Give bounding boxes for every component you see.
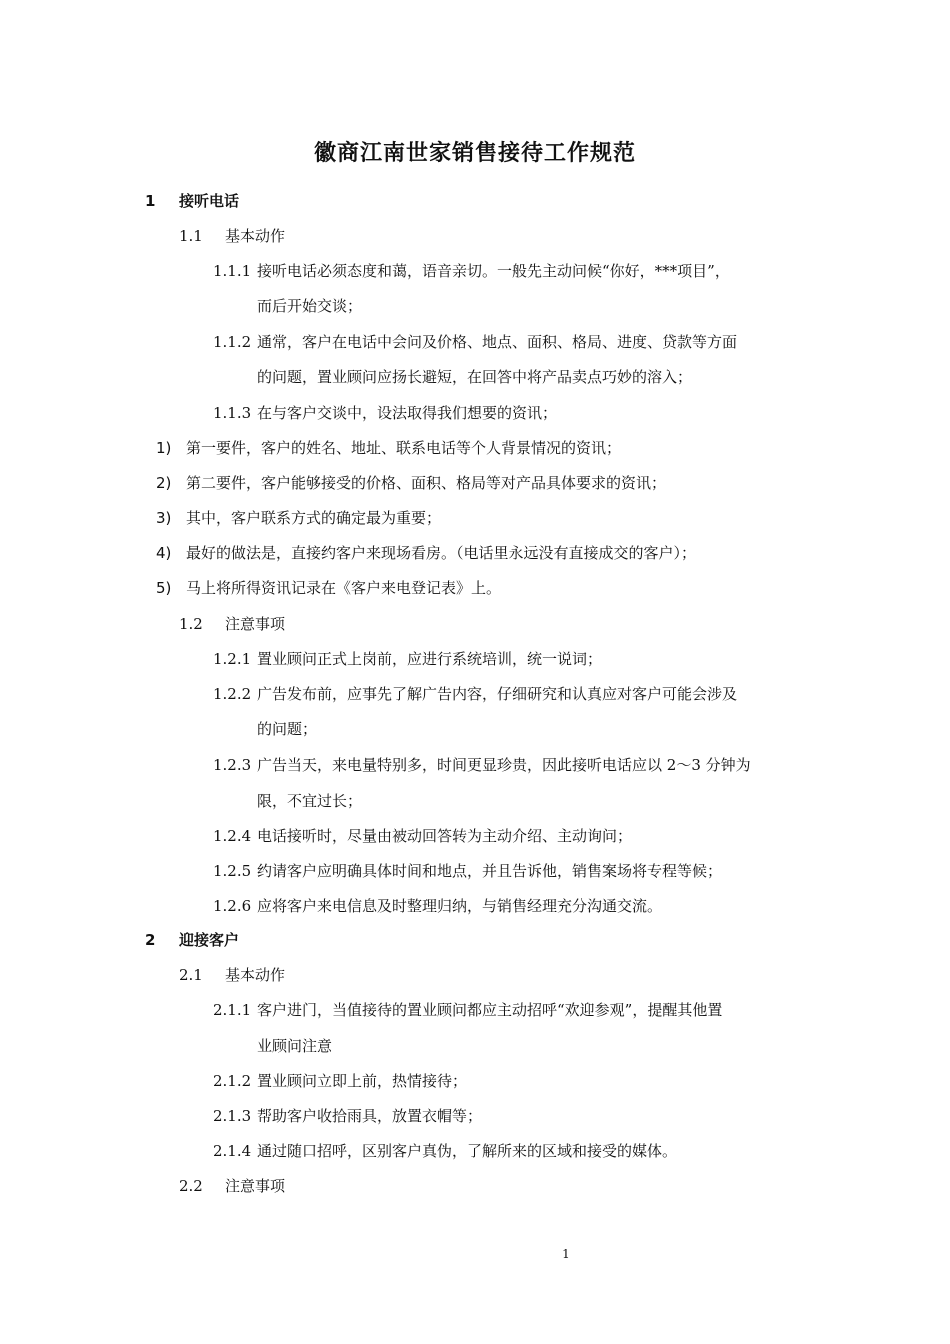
clause-number: 1.1.3 — [213, 404, 252, 422]
clause-text-continued: 限，不宜过长； — [257, 792, 363, 810]
list-item — [156, 438, 621, 458]
clause-number: 1.1.2 — [213, 333, 252, 351]
clause-item — [213, 684, 737, 704]
clause-item — [213, 1000, 722, 1020]
clause-text: 电话接听时，尽量由被动回答转为主动介绍、主动询问； — [257, 827, 633, 845]
clause-item — [213, 755, 751, 775]
clause-number: 2.1.1 — [213, 1001, 252, 1019]
section-number: 2 — [145, 931, 156, 949]
clause-text: 在与客户交谈中，设法取得我们想要的资讯； — [257, 404, 558, 422]
list-item — [156, 473, 666, 493]
list-item — [156, 508, 441, 528]
list-item — [156, 578, 501, 598]
section-title: 迎接客户 — [179, 931, 240, 949]
clause-number: 1.2.1 — [213, 650, 252, 668]
clause-number: 1.2.6 — [213, 897, 252, 915]
clause-item — [213, 1141, 677, 1161]
list-number: 4) — [156, 544, 172, 562]
clause-item — [213, 261, 730, 281]
subsection-number: 2.1 — [179, 966, 203, 984]
subsection-number: 2.2 — [179, 1177, 203, 1195]
subsection-number: 1.2 — [179, 615, 203, 633]
section-heading — [145, 191, 239, 211]
clause-text: 约请客户应明确具体时间和地点，并且告诉他，销售案场将专程等候； — [257, 862, 723, 880]
subsection-number: 1.1 — [179, 227, 203, 245]
subsection-title: 基本动作 — [225, 227, 286, 245]
page-number: 1 — [562, 1247, 570, 1261]
list-text: 其中，客户联系方式的确定最为重要； — [186, 509, 442, 527]
list-number: 5) — [156, 579, 172, 597]
clause-item — [213, 403, 557, 423]
clause-item — [213, 896, 662, 916]
clause-number: 1.2.3 — [213, 756, 252, 774]
clause-text-continued: 而后开始交谈； — [257, 297, 363, 315]
subsection-heading — [179, 1176, 285, 1196]
list-text: 第一要件，客户的姓名、地址、联系电话等个人背景情况的资讯； — [186, 439, 622, 457]
clause-number: 2.1.3 — [213, 1107, 252, 1125]
subsection-title: 注意事项 — [225, 1177, 286, 1195]
clause-item — [213, 861, 722, 881]
list-number: 2) — [156, 474, 172, 492]
clause-text: 接听电话必须态度和蔼，语音亲切。一般先主动问候“你好，***项目”， — [257, 262, 730, 280]
subsection-heading — [179, 226, 285, 246]
clause-text: 应将客户来电信息及时整理归纳，与销售经理充分沟通交流。 — [257, 897, 663, 915]
clause-number: 1.2.5 — [213, 862, 252, 880]
clause-item — [213, 826, 632, 846]
clause-text: 广告发布前，应事先了解广告内容，仔细研究和认真应对客户可能会涉及 — [257, 685, 738, 703]
clause-text: 置业顾问正式上岗前，应进行系统培训，统一说词； — [257, 650, 603, 668]
clause-item — [213, 649, 602, 669]
clause-number: 1.1.1 — [213, 262, 252, 280]
clause-text: 广告当天，来电量特别多，时间更显珍贵，因此接听电话应以 2～3 分钟为 — [257, 756, 751, 774]
clause-number: 2.1.2 — [213, 1072, 252, 1090]
clause-item — [213, 1071, 467, 1091]
clause-text: 通过随口招呼，区别客户真伪，了解所来的区域和接受的媒体。 — [257, 1142, 678, 1160]
subsection-title: 注意事项 — [225, 615, 286, 633]
clause-number: 1.2.4 — [213, 827, 252, 845]
clause-text: 客户进门，当值接待的置业顾问都应主动招呼“欢迎参观”，提醒其他置 — [257, 1001, 723, 1019]
clause-number: 1.2.2 — [213, 685, 252, 703]
list-text: 最好的做法是，直接约客户来现场看房。（电话里永远没有直接成交的客户）； — [186, 544, 697, 562]
list-text: 马上将所得资讯记录在《客户来电登记表》上。 — [186, 579, 502, 597]
clause-item — [213, 332, 737, 352]
section-heading — [145, 930, 239, 950]
clause-text: 通常，客户在电话中会问及价格、地点、面积、格局、进度、贷款等方面 — [257, 333, 738, 351]
clause-item — [213, 1106, 482, 1126]
section-title: 接听电话 — [179, 192, 240, 210]
section-number: 1 — [145, 192, 156, 210]
clause-text-continued: 的问题； — [257, 720, 318, 738]
list-text: 第二要件，客户能够接受的价格、面积、格局等对产品具体要求的资讯； — [186, 474, 667, 492]
document-title: 徽商江南世家销售接待工作规范 — [313, 141, 636, 166]
list-number: 1) — [156, 439, 172, 457]
subsection-heading — [179, 965, 285, 985]
subsection-heading — [179, 614, 285, 634]
clause-number: 2.1.4 — [213, 1142, 252, 1160]
clause-text: 帮助客户收拾雨具，放置衣帽等； — [257, 1107, 483, 1125]
list-number: 3) — [156, 509, 172, 527]
list-item — [156, 543, 696, 563]
clause-text-continued: 业顾问注意 — [257, 1037, 333, 1055]
subsection-title: 基本动作 — [225, 966, 286, 984]
clause-text: 置业顾问立即上前，热情接待； — [257, 1072, 468, 1090]
clause-text-continued: 的问题，置业顾问应扬长避短，在回答中将产品卖点巧妙的溶入； — [257, 368, 693, 386]
